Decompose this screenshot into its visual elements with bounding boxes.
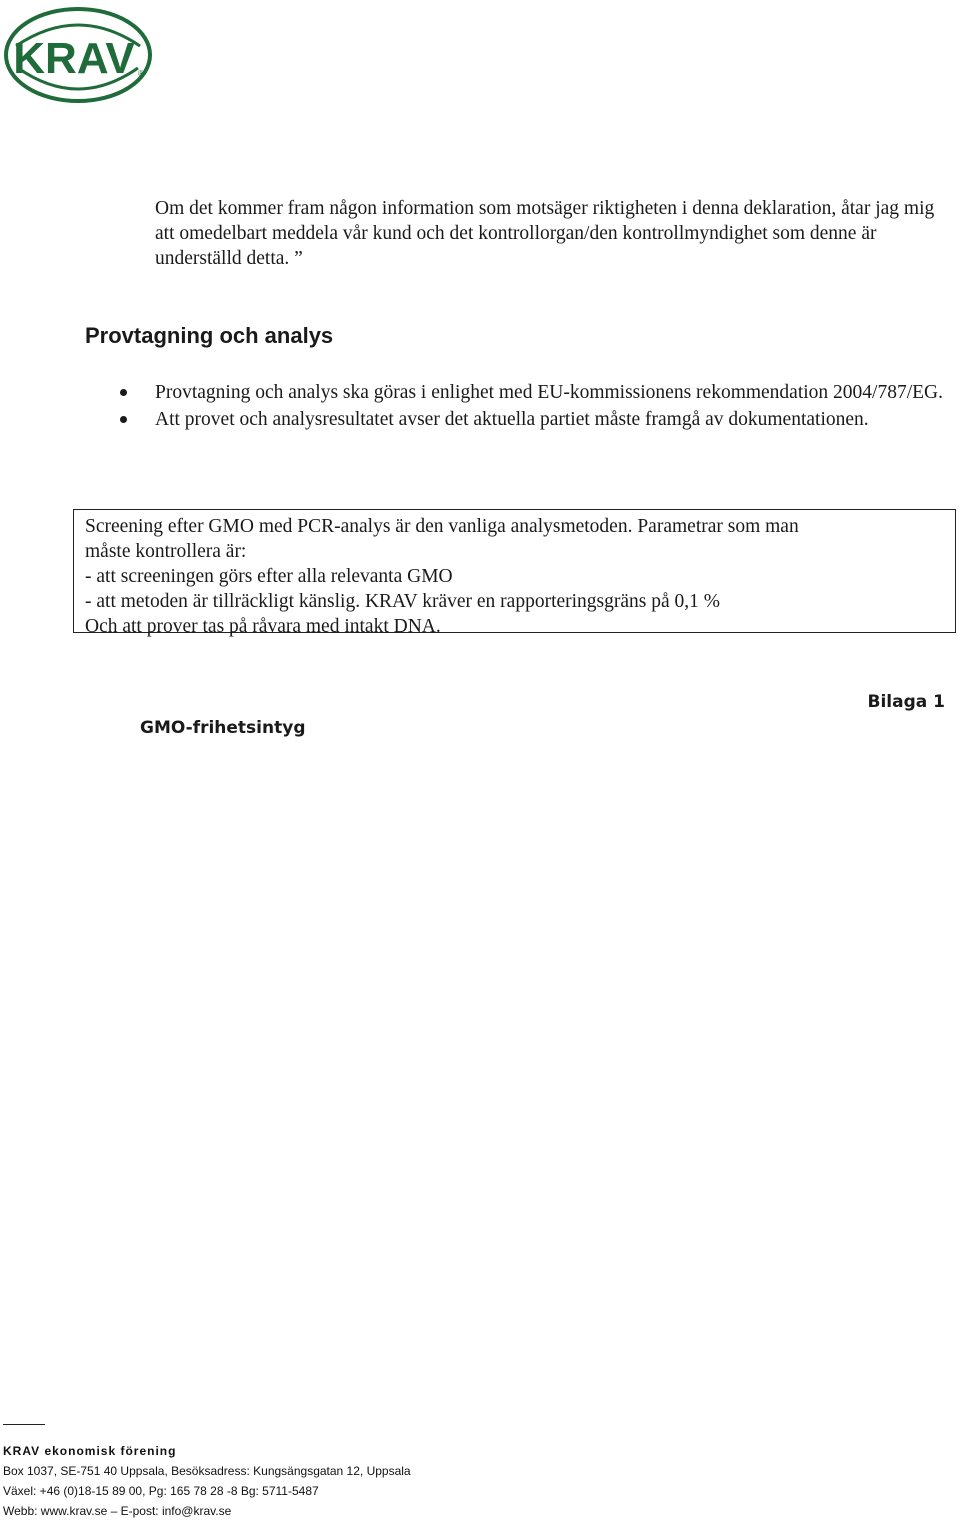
footer-phone: Växel: +46 (0)18-15 89 00, Pg: 165 78 28 -8 Bg: 5711-5487 xyxy=(3,1484,319,1498)
footer-divider xyxy=(3,1424,45,1425)
intro-paragraph xyxy=(155,196,955,271)
intro-text: Om det kommer fram någon information som motsäger riktigheten i denna deklaration, åtar jag mig att omedelbart meddela vår kund och det kontrollorgan/den kontrollmyndighet som denne är underställd detta. xyxy=(155,198,935,269)
bilaga-label: Bilaga 1 xyxy=(867,692,945,712)
box-line: måste kontrollera är: xyxy=(85,541,247,562)
box-line: Screening efter GMO med PCR-analys är den vanliga analysmetoden. Parametrar som man xyxy=(85,516,799,537)
logo-registered-mark: ® xyxy=(138,69,144,78)
footer xyxy=(3,1444,411,1524)
box-line: Och att prover tas på råvara med intakt DNA. xyxy=(85,616,441,637)
gmo-screening-box xyxy=(73,509,956,637)
bullet-item: Att provet och analysresultatet avser det aktuella partiet måste framgå av dokumentationen. xyxy=(85,407,955,432)
footer-address: Box 1037, SE-751 40 Uppsala, Besöksadress: Kungsängsgatan 12, Uppsala xyxy=(3,1464,411,1478)
bullet-list xyxy=(85,380,955,434)
section-heading: Provtagning och analys xyxy=(85,323,334,348)
bullet-item: Provtagning och analys ska göras i enlighet med EU-kommissionens rekommendation 2004/787/EG. xyxy=(85,380,955,405)
box-line: - att screeningen görs efter alla relevanta GMO xyxy=(85,566,453,587)
krav-logo-icon xyxy=(4,6,152,104)
footer-org-name: KRAV ekonomisk förening xyxy=(3,1444,177,1458)
intro-footnote-mark: ” xyxy=(294,248,303,269)
box-line: - att metoden är tillräckligt känslig. KRAV kräver en rapporteringsgräns på 0,1 % xyxy=(85,591,721,612)
footer-web: Webb: www.krav.se – E-post: info@krav.se xyxy=(3,1504,232,1518)
krav-logo xyxy=(4,6,152,104)
logo-text: KRAV xyxy=(13,34,135,83)
gmo-certificate-title: GMO-frihetsintyg xyxy=(140,718,306,738)
